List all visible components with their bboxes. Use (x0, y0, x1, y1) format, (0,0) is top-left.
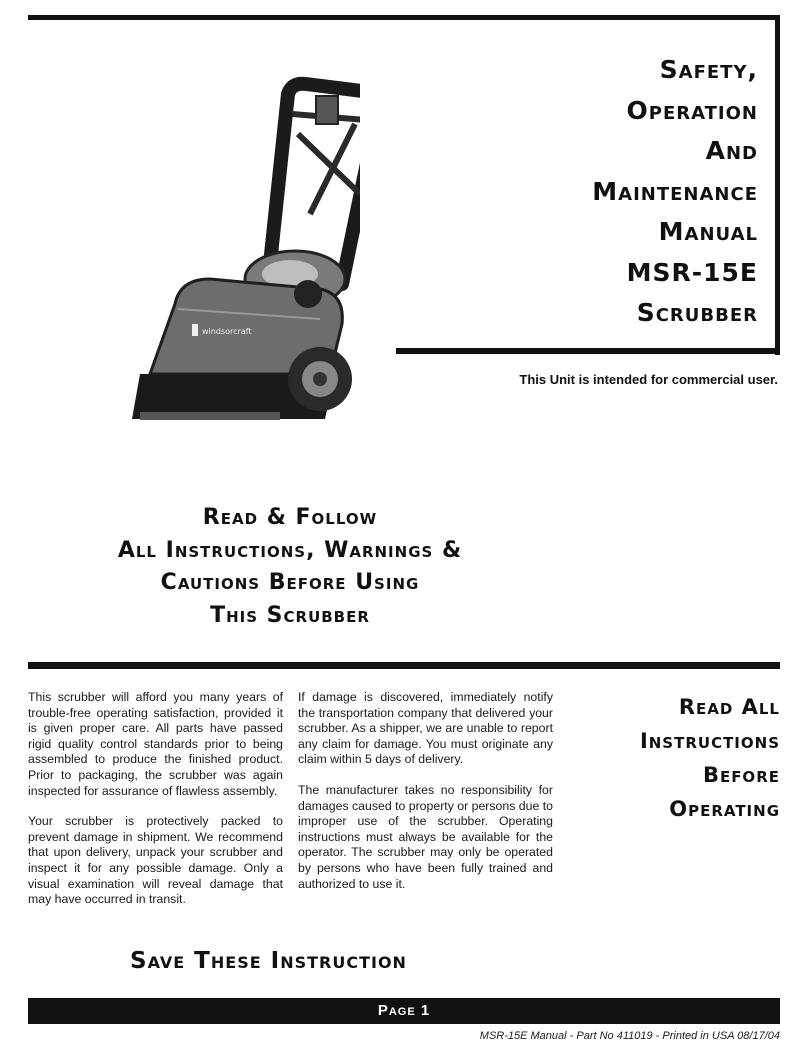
paragraph: If damage is discovered, immediately notify the transportation company that delivered your scrubber. As a shipper, we are unable to report any claim for damage. You must originate any claim within 5 days of delivery. (298, 690, 553, 767)
title-line: Manual (658, 217, 758, 246)
intended-use-note: This Unit is intended for commercial user. (519, 372, 778, 387)
scrubber-illustration (120, 74, 360, 434)
heading-line: Operating (669, 797, 780, 821)
header-border-bottom (396, 348, 780, 354)
paragraph: This scrubber will afford you many years of trouble-free operating satisfaction, provided it is given proper care. All parts have passed rigid quality control standards prior to being assembled to produce the finished product. Prior to packaging, the scrubber was again inspected for assurance of flawless assembly. (28, 690, 283, 798)
title-line: Operation (626, 95, 758, 125)
title-line: Scrubber (636, 298, 758, 327)
heading-line: Read & Follow (202, 505, 378, 530)
text-column-1 (28, 690, 283, 923)
heading-line: Cautions Before Using (160, 570, 420, 595)
page-label: Page 1 (377, 1002, 431, 1019)
header-border-top (28, 15, 780, 20)
title-line: And (705, 136, 758, 165)
heading-line: All Instructions, Warnings & (117, 537, 463, 563)
section-divider (28, 662, 780, 669)
heading-line: Read All (678, 695, 780, 719)
read-all-heading (560, 690, 780, 826)
read-follow-heading (40, 502, 540, 632)
manual-title (398, 50, 758, 334)
brand-logo-icon (192, 324, 198, 336)
title-line: Maintenance (592, 176, 758, 206)
footer-text: MSR-15E Manual - Part No 411019 - Printed in USA 08/17/04 (479, 1030, 780, 1042)
paragraph: The manufacturer takes no responsibility for damages caused to property or persons due to improper use of the scrubber. Operating instructions must always be available for the operator. The scrubber may only be operated by persons who have been fully trained and authorized to use it. (298, 782, 553, 891)
brand-logo-text: windsorcraft (202, 327, 252, 336)
page-number-bar (28, 998, 780, 1024)
heading-line: Instructions (639, 729, 780, 753)
title-line: Safety, (659, 55, 758, 84)
header-border-right (775, 15, 780, 355)
heading-line: This Scrubber (210, 602, 370, 628)
text-column-2 (298, 690, 553, 907)
paragraph: Your scrubber is protectively packed to prevent damage in shipment. We recommend that upon delivery, unpack your scrubber and inspect it for any possible damage. Only a visual examination will reveal damage that may have occurred in transit. (28, 814, 283, 907)
save-instructions-heading: Save These Instruction (130, 948, 407, 974)
heading-line: Before (702, 763, 780, 787)
title-line: MSR-15E (626, 257, 758, 287)
